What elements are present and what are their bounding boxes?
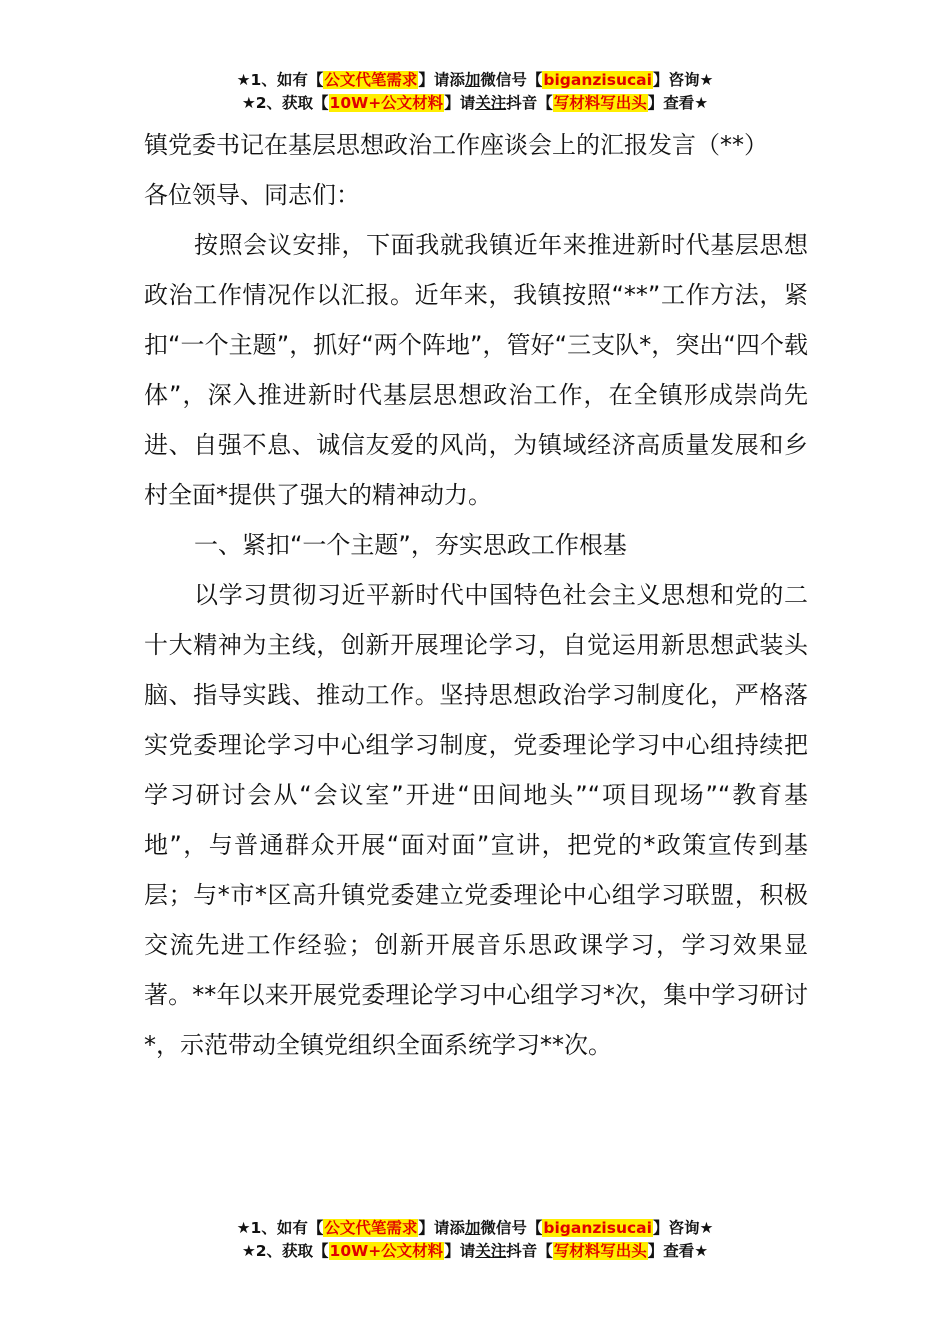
salutation: 各位领导、同志们： [144, 181, 360, 209]
document-body [144, 120, 808, 1070]
intro-paragraph: 按照会议安排，下面我就我镇近年来推进新时代基层思想政治工作情况作以汇报。近年来，我镇按照“**”工作方法，紧扣“一个主题”，抓好“两个阵地”，管好“三支队*，突出“四个载体”，深入推进新时代基层思想政治工作，在全镇形成崇尚先进、自强不息、诚信友爱的风尚，为镇域经济高质量发展和乡村全面*提供了强大的精神动力。 [144, 231, 808, 509]
promo-text: 微信号【 [480, 1219, 543, 1237]
promo-text: ★1、如有【 [236, 71, 324, 89]
promo-text: 】请 [444, 94, 476, 112]
promo-text: 】咨询★ [652, 71, 714, 89]
section-heading: 一、紧扣“一个主题”，夯实思政工作根基 [194, 531, 627, 559]
promo-line-1 [0, 1217, 950, 1240]
highlight-ghostwriting: 公文代笔需求 [324, 1219, 418, 1237]
document-title: 镇党委书记在基层思想政治工作座谈会上的汇报发言（**） [144, 131, 768, 159]
promo-text: 】请 [444, 1242, 476, 1260]
promo-line-2 [0, 1240, 950, 1263]
highlight-wechat-id: biganzisucai [543, 1219, 652, 1237]
promo-line-1 [0, 69, 950, 92]
promo-text: 抖音【 [506, 94, 553, 112]
promo-text: 关注 [475, 1242, 507, 1260]
promo-text: 加 [464, 1219, 481, 1237]
top-promo-banner [0, 69, 950, 115]
promo-text: 微信号【 [480, 71, 543, 89]
highlight-wechat-id: biganzisucai [543, 71, 652, 89]
highlight-materials: 10W+公文材料 [329, 1242, 444, 1260]
promo-text: ★2、获取【 [241, 1242, 329, 1260]
promo-text: 抖音【 [506, 1242, 553, 1260]
bottom-promo-banner [0, 1217, 950, 1263]
promo-text: ★1、如有【 [236, 1219, 324, 1237]
promo-text: 】咨询★ [652, 1219, 714, 1237]
promo-text: 关注 [475, 94, 507, 112]
highlight-ghostwriting: 公文代笔需求 [324, 71, 418, 89]
promo-text: 】请添 [418, 1219, 465, 1237]
promo-text: ★2、获取【 [241, 94, 329, 112]
section-paragraph: 以学习贯彻习近平新时代中国特色社会主义思想和党的二十大精神为主线，创新开展理论学习，自觉运用新思想武装头脑、指导实践、推动工作。坚持思想政治学习制度化，严格落实党委理论学习中心组学习制度，党委理论学习中心组持续把学习研讨会从“会议室”开进“田间地头”“项目现场”“教育基地”，与普通群众开展“面对面”宣讲，把党的*政策宣传到基层；与*市*区高升镇党委建立党委理论中心组学习联盟，积极交流先进工作经验；创新开展音乐思政课学习，学习效果显著。**年以来开展党委理论学习中心组学习*次，集中学习研讨*，示范带动全镇党组织全面系统学习**次。 [144, 581, 808, 1059]
highlight-douyin-account: 写材料写出头 [553, 94, 647, 112]
highlight-douyin-account: 写材料写出头 [553, 1242, 647, 1260]
promo-line-2 [0, 92, 950, 115]
promo-text: 加 [464, 71, 481, 89]
promo-text: 】查看★ [647, 94, 709, 112]
highlight-materials: 10W+公文材料 [329, 94, 444, 112]
promo-text: 】查看★ [647, 1242, 709, 1260]
promo-text: 】请添 [418, 71, 465, 89]
